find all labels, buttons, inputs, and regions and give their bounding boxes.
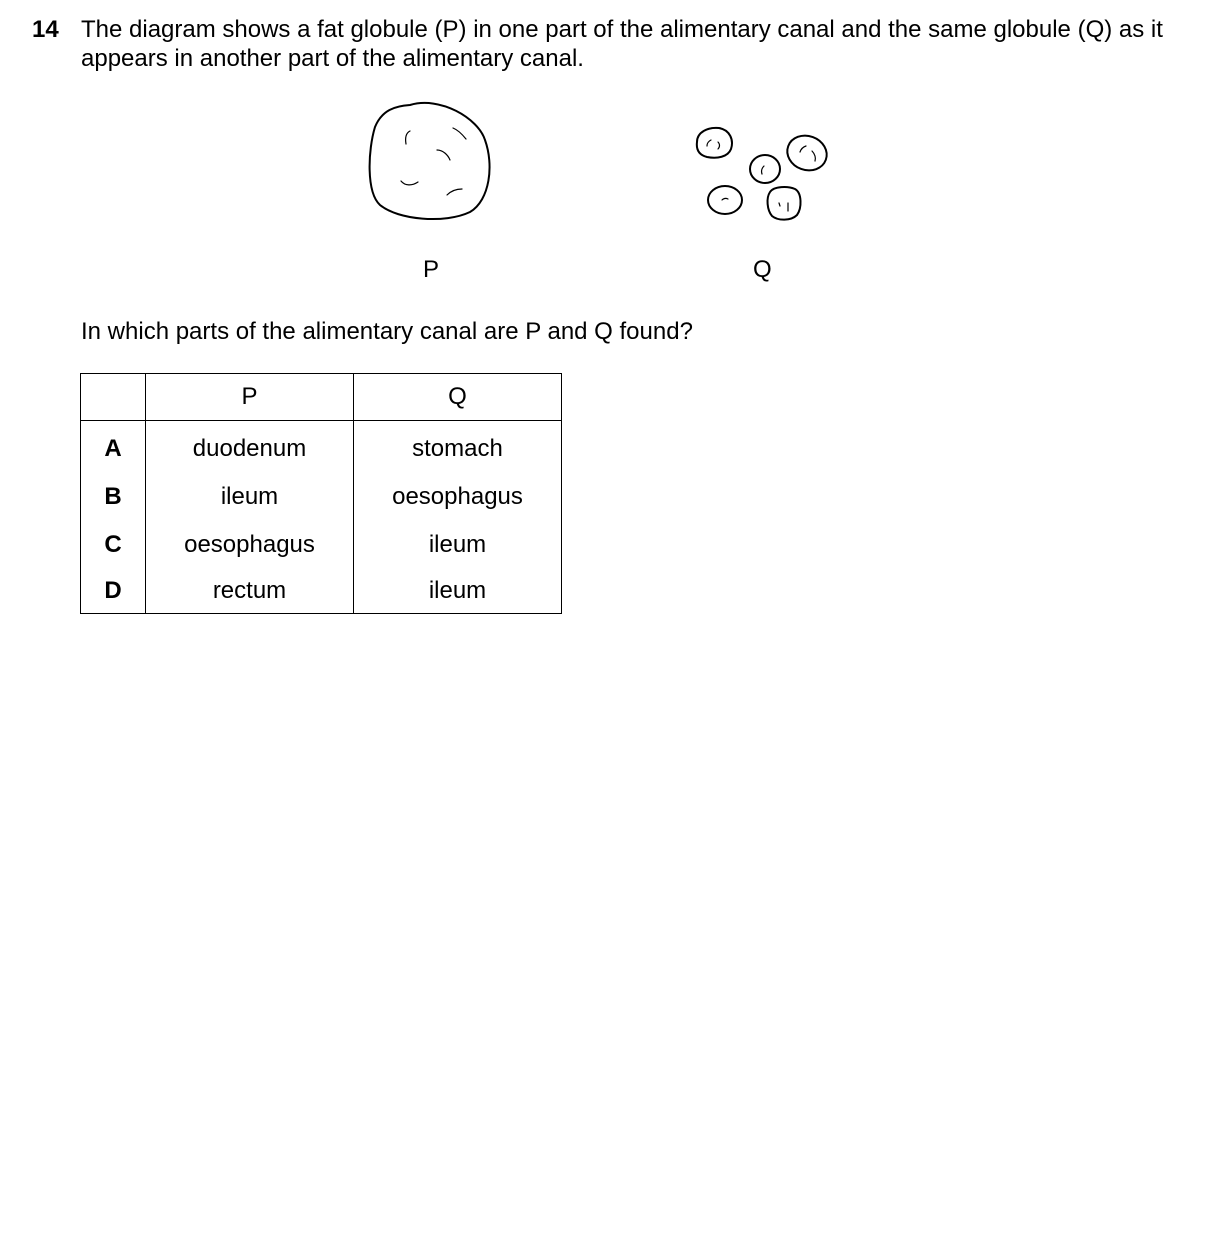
diagram-label-q: Q: [753, 256, 772, 283]
option-p: ileum: [146, 473, 354, 521]
table-header-row: [81, 374, 562, 421]
question-text: The diagram shows a fat globule (P) in one part of the alimentary canal and the same globule (Q) as it appears in another part of the alimentary canal.: [81, 16, 1163, 72]
small-fat-globules: [697, 128, 832, 220]
option-letter: D: [81, 569, 146, 614]
table-row: [81, 473, 562, 521]
header-p: P: [146, 374, 354, 421]
option-p: duodenum: [146, 421, 354, 474]
large-fat-globule: [370, 103, 490, 219]
option-letter: A: [81, 421, 146, 474]
option-letter: B: [81, 473, 146, 521]
table-row: [81, 421, 562, 474]
question-prompt: In which parts of the alimentary canal are P and Q found?: [81, 318, 693, 345]
option-q: ileum: [354, 569, 562, 614]
option-q: oesophagus: [354, 473, 562, 521]
table-row: [81, 569, 562, 614]
option-p: rectum: [146, 569, 354, 614]
question-number: 14: [32, 16, 59, 43]
table-row: [81, 521, 562, 569]
option-letter: C: [81, 521, 146, 569]
header-q: Q: [354, 374, 562, 421]
fat-globule-diagram: [0, 90, 1209, 290]
header-letter: [81, 374, 146, 421]
option-p: oesophagus: [146, 521, 354, 569]
option-q: stomach: [354, 421, 562, 474]
answer-options-table: [80, 373, 562, 614]
diagram-label-p: P: [423, 256, 440, 283]
option-q: ileum: [354, 521, 562, 569]
